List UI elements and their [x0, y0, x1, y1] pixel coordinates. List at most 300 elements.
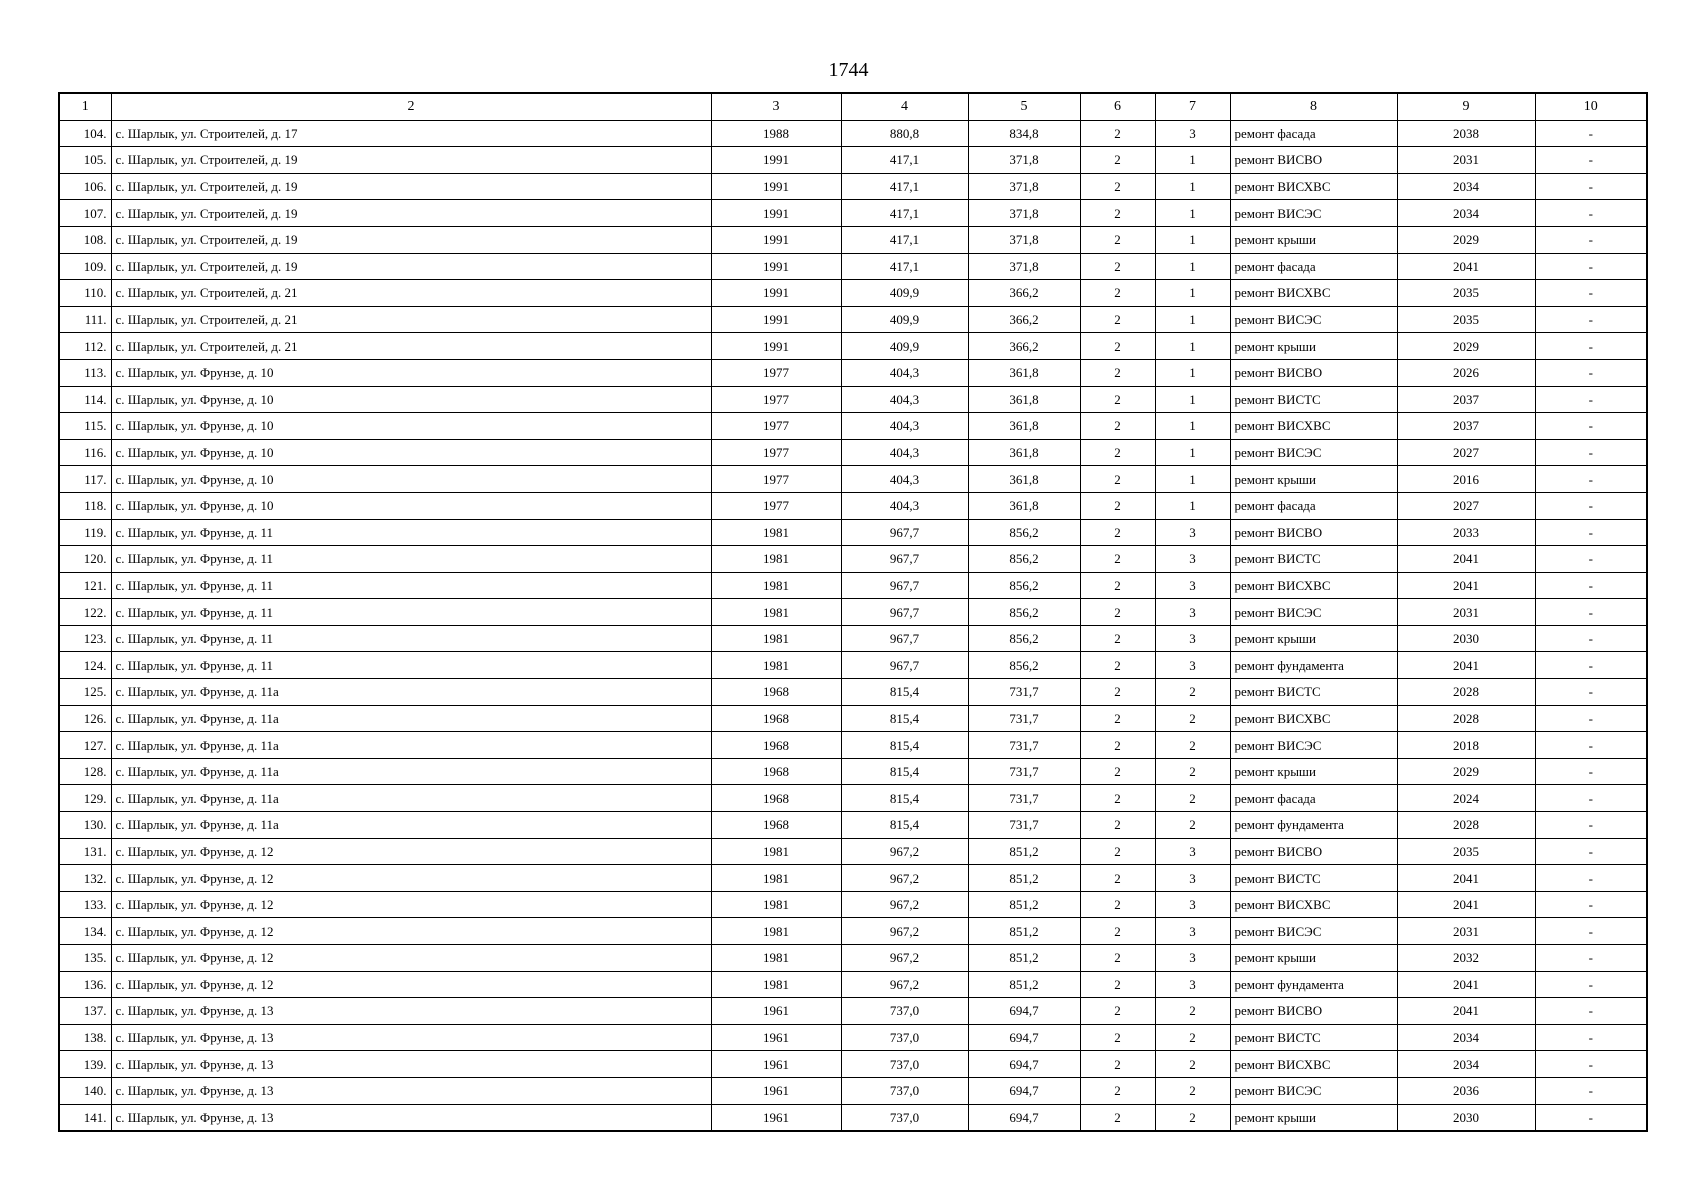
row-number-cell: 140.	[59, 1077, 111, 1104]
table-row	[59, 120, 1647, 147]
floors-cell: 2	[1080, 253, 1155, 280]
address-cell: с. Шарлык, ул. Фрунзе, д. 12	[111, 865, 711, 892]
floors-cell: 2	[1080, 173, 1155, 200]
living-area-cell: 851,2	[968, 838, 1080, 865]
entrances-cell: 2	[1155, 1077, 1230, 1104]
living-area-cell: 851,2	[968, 945, 1080, 972]
year-cell: 1991	[711, 200, 841, 227]
year-cell: 1981	[711, 971, 841, 998]
living-area-cell: 361,8	[968, 413, 1080, 440]
plan-year-cell: 2041	[1397, 652, 1535, 679]
work-type-cell: ремонт фасада	[1230, 120, 1397, 147]
table-row	[59, 466, 1647, 493]
address-cell: с. Шарлык, ул. Фрунзе, д. 13	[111, 1051, 711, 1078]
table-body	[59, 120, 1647, 1131]
year-cell: 1981	[711, 625, 841, 652]
living-area-cell: 851,2	[968, 918, 1080, 945]
living-area-cell: 856,2	[968, 519, 1080, 546]
address-cell: с. Шарлык, ул. Фрунзе, д. 11а	[111, 785, 711, 812]
living-area-cell: 731,7	[968, 812, 1080, 839]
year-cell: 1981	[711, 546, 841, 573]
work-type-cell: ремонт крыши	[1230, 1104, 1397, 1131]
entrances-cell: 3	[1155, 945, 1230, 972]
total-area-cell: 417,1	[841, 253, 968, 280]
work-type-cell: ремонт ВИСТС	[1230, 386, 1397, 413]
table-row	[59, 758, 1647, 785]
living-area-cell: 851,2	[968, 971, 1080, 998]
note-cell: -	[1535, 333, 1647, 360]
entrances-cell: 1	[1155, 492, 1230, 519]
table-row	[59, 998, 1647, 1025]
floors-cell: 2	[1080, 226, 1155, 253]
total-area-cell: 967,7	[841, 519, 968, 546]
entrances-cell: 2	[1155, 1024, 1230, 1051]
living-area-cell: 694,7	[968, 998, 1080, 1025]
total-area-cell: 967,2	[841, 918, 968, 945]
total-area-cell: 967,2	[841, 865, 968, 892]
floors-cell: 2	[1080, 971, 1155, 998]
row-number-cell: 109.	[59, 253, 111, 280]
plan-year-cell: 2037	[1397, 413, 1535, 440]
table-row	[59, 599, 1647, 626]
table-row	[59, 226, 1647, 253]
year-cell: 1981	[711, 945, 841, 972]
entrances-cell: 1	[1155, 333, 1230, 360]
year-cell: 1968	[711, 679, 841, 706]
note-cell: -	[1535, 439, 1647, 466]
work-type-cell: ремонт ВИСТС	[1230, 546, 1397, 573]
address-cell: с. Шарлык, ул. Фрунзе, д. 12	[111, 945, 711, 972]
note-cell: -	[1535, 173, 1647, 200]
living-area-cell: 856,2	[968, 652, 1080, 679]
note-cell: -	[1535, 918, 1647, 945]
total-area-cell: 409,9	[841, 280, 968, 307]
row-number-cell: 106.	[59, 173, 111, 200]
living-area-cell: 366,2	[968, 280, 1080, 307]
plan-year-cell: 2033	[1397, 519, 1535, 546]
year-cell: 1977	[711, 413, 841, 440]
work-type-cell: ремонт ВИСЭС	[1230, 306, 1397, 333]
row-number-cell: 131.	[59, 838, 111, 865]
living-area-cell: 851,2	[968, 865, 1080, 892]
floors-cell: 2	[1080, 679, 1155, 706]
floors-cell: 2	[1080, 306, 1155, 333]
entrances-cell: 1	[1155, 253, 1230, 280]
year-cell: 1991	[711, 173, 841, 200]
note-cell: -	[1535, 546, 1647, 573]
plan-year-cell: 2024	[1397, 785, 1535, 812]
floors-cell: 2	[1080, 998, 1155, 1025]
floors-cell: 2	[1080, 1077, 1155, 1104]
note-cell: -	[1535, 865, 1647, 892]
living-area-cell: 694,7	[968, 1051, 1080, 1078]
entrances-cell: 3	[1155, 652, 1230, 679]
work-type-cell: ремонт ВИСТС	[1230, 1024, 1397, 1051]
plan-year-cell: 2028	[1397, 705, 1535, 732]
address-cell: с. Шарлык, ул. Фрунзе, д. 11	[111, 572, 711, 599]
table-row	[59, 918, 1647, 945]
address-cell: с. Шарлык, ул. Фрунзе, д. 11а	[111, 732, 711, 759]
entrances-cell: 3	[1155, 519, 1230, 546]
work-type-cell: ремонт ВИСХВС	[1230, 280, 1397, 307]
year-cell: 1968	[711, 732, 841, 759]
column-header: 4	[841, 93, 968, 120]
plan-year-cell: 2030	[1397, 625, 1535, 652]
table-row	[59, 812, 1647, 839]
row-number-cell: 116.	[59, 439, 111, 466]
year-cell: 1991	[711, 253, 841, 280]
total-area-cell: 404,3	[841, 439, 968, 466]
total-area-cell: 417,1	[841, 147, 968, 174]
entrances-cell: 1	[1155, 173, 1230, 200]
note-cell: -	[1535, 705, 1647, 732]
plan-year-cell: 2029	[1397, 758, 1535, 785]
floors-cell: 2	[1080, 812, 1155, 839]
address-cell: с. Шарлык, ул. Фрунзе, д. 10	[111, 386, 711, 413]
total-area-cell: 815,4	[841, 679, 968, 706]
plan-year-cell: 2031	[1397, 599, 1535, 626]
total-area-cell: 815,4	[841, 812, 968, 839]
address-cell: с. Шарлык, ул. Фрунзе, д. 12	[111, 971, 711, 998]
entrances-cell: 2	[1155, 785, 1230, 812]
note-cell: -	[1535, 838, 1647, 865]
plan-year-cell: 2026	[1397, 359, 1535, 386]
plan-year-cell: 2028	[1397, 679, 1535, 706]
floors-cell: 2	[1080, 359, 1155, 386]
table-row	[59, 386, 1647, 413]
plan-year-cell: 2035	[1397, 280, 1535, 307]
work-type-cell: ремонт ВИСХВС	[1230, 891, 1397, 918]
column-header: 7	[1155, 93, 1230, 120]
work-type-cell: ремонт крыши	[1230, 945, 1397, 972]
table-row	[59, 679, 1647, 706]
entrances-cell: 3	[1155, 572, 1230, 599]
year-cell: 1981	[711, 838, 841, 865]
plan-year-cell: 2034	[1397, 1051, 1535, 1078]
column-header: 2	[111, 93, 711, 120]
address-cell: с. Шарлык, ул. Строителей, д. 19	[111, 253, 711, 280]
address-cell: с. Шарлык, ул. Фрунзе, д. 10	[111, 359, 711, 386]
floors-cell: 2	[1080, 705, 1155, 732]
total-area-cell: 737,0	[841, 1104, 968, 1131]
total-area-cell: 404,3	[841, 413, 968, 440]
plan-year-cell: 2038	[1397, 120, 1535, 147]
entrances-cell: 2	[1155, 679, 1230, 706]
entrances-cell: 3	[1155, 546, 1230, 573]
note-cell: -	[1535, 758, 1647, 785]
plan-year-cell: 2031	[1397, 147, 1535, 174]
row-number-cell: 127.	[59, 732, 111, 759]
entrances-cell: 3	[1155, 918, 1230, 945]
row-number-cell: 110.	[59, 280, 111, 307]
year-cell: 1981	[711, 519, 841, 546]
plan-year-cell: 2028	[1397, 812, 1535, 839]
address-cell: с. Шарлык, ул. Строителей, д. 19	[111, 226, 711, 253]
entrances-cell: 3	[1155, 625, 1230, 652]
row-number-cell: 133.	[59, 891, 111, 918]
floors-cell: 2	[1080, 732, 1155, 759]
entrances-cell: 2	[1155, 705, 1230, 732]
row-number-cell: 105.	[59, 147, 111, 174]
row-number-cell: 141.	[59, 1104, 111, 1131]
entrances-cell: 3	[1155, 120, 1230, 147]
year-cell: 1991	[711, 306, 841, 333]
living-area-cell: 851,2	[968, 891, 1080, 918]
entrances-cell: 2	[1155, 1051, 1230, 1078]
note-cell: -	[1535, 1104, 1647, 1131]
floors-cell: 2	[1080, 572, 1155, 599]
work-type-cell: ремонт фундамента	[1230, 652, 1397, 679]
row-number-cell: 128.	[59, 758, 111, 785]
table-row	[59, 333, 1647, 360]
row-number-cell: 111.	[59, 306, 111, 333]
total-area-cell: 404,3	[841, 492, 968, 519]
work-type-cell: ремонт ВИСВО	[1230, 998, 1397, 1025]
total-area-cell: 737,0	[841, 1077, 968, 1104]
entrances-cell: 2	[1155, 732, 1230, 759]
total-area-cell: 417,1	[841, 200, 968, 227]
entrances-cell: 1	[1155, 386, 1230, 413]
plan-year-cell: 2041	[1397, 865, 1535, 892]
table-row	[59, 1051, 1647, 1078]
table-row	[59, 359, 1647, 386]
table-row	[59, 1104, 1647, 1131]
row-number-cell: 114.	[59, 386, 111, 413]
total-area-cell: 967,2	[841, 971, 968, 998]
column-header: 6	[1080, 93, 1155, 120]
total-area-cell: 967,7	[841, 599, 968, 626]
living-area-cell: 371,8	[968, 147, 1080, 174]
living-area-cell: 366,2	[968, 333, 1080, 360]
note-cell: -	[1535, 147, 1647, 174]
plan-year-cell: 2018	[1397, 732, 1535, 759]
work-type-cell: ремонт крыши	[1230, 333, 1397, 360]
total-area-cell: 737,0	[841, 1024, 968, 1051]
year-cell: 1981	[711, 599, 841, 626]
year-cell: 1988	[711, 120, 841, 147]
year-cell: 1991	[711, 333, 841, 360]
note-cell: -	[1535, 679, 1647, 706]
note-cell: -	[1535, 359, 1647, 386]
address-cell: с. Шарлык, ул. Строителей, д. 17	[111, 120, 711, 147]
work-type-cell: ремонт ВИСХВС	[1230, 173, 1397, 200]
note-cell: -	[1535, 280, 1647, 307]
address-cell: с. Шарлык, ул. Фрунзе, д. 13	[111, 1024, 711, 1051]
note-cell: -	[1535, 386, 1647, 413]
work-type-cell: ремонт ВИСЭС	[1230, 918, 1397, 945]
table-row	[59, 705, 1647, 732]
total-area-cell: 409,9	[841, 333, 968, 360]
year-cell: 1981	[711, 572, 841, 599]
column-header: 3	[711, 93, 841, 120]
table-row	[59, 546, 1647, 573]
work-type-cell: ремонт ВИСТС	[1230, 679, 1397, 706]
address-cell: с. Шарлык, ул. Фрунзе, д. 12	[111, 891, 711, 918]
table-row	[59, 173, 1647, 200]
living-area-cell: 731,7	[968, 785, 1080, 812]
entrances-cell: 2	[1155, 1104, 1230, 1131]
note-cell: -	[1535, 599, 1647, 626]
work-type-cell: ремонт ВИСВО	[1230, 519, 1397, 546]
row-number-cell: 125.	[59, 679, 111, 706]
year-cell: 1968	[711, 758, 841, 785]
floors-cell: 2	[1080, 333, 1155, 360]
row-number-cell: 107.	[59, 200, 111, 227]
entrances-cell: 2	[1155, 998, 1230, 1025]
entrances-cell: 3	[1155, 971, 1230, 998]
year-cell: 1961	[711, 1077, 841, 1104]
living-area-cell: 361,8	[968, 359, 1080, 386]
total-area-cell: 967,2	[841, 838, 968, 865]
floors-cell: 2	[1080, 280, 1155, 307]
work-type-cell: ремонт фасада	[1230, 253, 1397, 280]
table-row	[59, 413, 1647, 440]
table-header-row	[59, 93, 1647, 120]
row-number-cell: 123.	[59, 625, 111, 652]
living-area-cell: 731,7	[968, 705, 1080, 732]
column-header: 8	[1230, 93, 1397, 120]
floors-cell: 2	[1080, 945, 1155, 972]
living-area-cell: 731,7	[968, 732, 1080, 759]
floors-cell: 2	[1080, 466, 1155, 493]
table-row	[59, 865, 1647, 892]
floors-cell: 2	[1080, 147, 1155, 174]
total-area-cell: 417,1	[841, 173, 968, 200]
row-number-cell: 130.	[59, 812, 111, 839]
floors-cell: 2	[1080, 652, 1155, 679]
total-area-cell: 404,3	[841, 359, 968, 386]
note-cell: -	[1535, 120, 1647, 147]
note-cell: -	[1535, 1051, 1647, 1078]
table-row	[59, 253, 1647, 280]
work-type-cell: ремонт ВИСХВС	[1230, 572, 1397, 599]
row-number-cell: 108.	[59, 226, 111, 253]
floors-cell: 2	[1080, 413, 1155, 440]
entrances-cell: 1	[1155, 466, 1230, 493]
address-cell: с. Шарлык, ул. Фрунзе, д. 11	[111, 546, 711, 573]
row-number-cell: 118.	[59, 492, 111, 519]
note-cell: -	[1535, 253, 1647, 280]
work-type-cell: ремонт фасада	[1230, 492, 1397, 519]
plan-year-cell: 2041	[1397, 546, 1535, 573]
plan-year-cell: 2029	[1397, 333, 1535, 360]
living-area-cell: 834,8	[968, 120, 1080, 147]
note-cell: -	[1535, 732, 1647, 759]
floors-cell: 2	[1080, 492, 1155, 519]
work-type-cell: ремонт ВИСХВС	[1230, 1051, 1397, 1078]
row-number-cell: 115.	[59, 413, 111, 440]
repair-schedule-table	[58, 92, 1648, 1132]
year-cell: 1968	[711, 812, 841, 839]
living-area-cell: 856,2	[968, 546, 1080, 573]
table-row	[59, 945, 1647, 972]
plan-year-cell: 2034	[1397, 1024, 1535, 1051]
total-area-cell: 815,4	[841, 732, 968, 759]
table-row	[59, 785, 1647, 812]
row-number-cell: 119.	[59, 519, 111, 546]
row-number-cell: 120.	[59, 546, 111, 573]
address-cell: с. Шарлык, ул. Фрунзе, д. 11	[111, 625, 711, 652]
entrances-cell: 1	[1155, 200, 1230, 227]
row-number-cell: 139.	[59, 1051, 111, 1078]
year-cell: 1961	[711, 1051, 841, 1078]
year-cell: 1961	[711, 1024, 841, 1051]
living-area-cell: 371,8	[968, 226, 1080, 253]
year-cell: 1968	[711, 705, 841, 732]
floors-cell: 2	[1080, 625, 1155, 652]
entrances-cell: 1	[1155, 439, 1230, 466]
work-type-cell: ремонт ВИСТС	[1230, 865, 1397, 892]
total-area-cell: 409,9	[841, 306, 968, 333]
total-area-cell: 737,0	[841, 998, 968, 1025]
entrances-cell: 1	[1155, 280, 1230, 307]
row-number-cell: 137.	[59, 998, 111, 1025]
note-cell: -	[1535, 200, 1647, 227]
work-type-cell: ремонт ВИСВО	[1230, 838, 1397, 865]
floors-cell: 2	[1080, 120, 1155, 147]
row-number-cell: 135.	[59, 945, 111, 972]
row-number-cell: 112.	[59, 333, 111, 360]
work-type-cell: ремонт ВИСХВС	[1230, 413, 1397, 440]
floors-cell: 2	[1080, 1024, 1155, 1051]
floors-cell: 2	[1080, 200, 1155, 227]
address-cell: с. Шарлык, ул. Фрунзе, д. 13	[111, 1077, 711, 1104]
row-number-cell: 122.	[59, 599, 111, 626]
work-type-cell: ремонт ВИСЭС	[1230, 599, 1397, 626]
year-cell: 1991	[711, 147, 841, 174]
note-cell: -	[1535, 1024, 1647, 1051]
address-cell: с. Шарлык, ул. Фрунзе, д. 10	[111, 413, 711, 440]
year-cell: 1977	[711, 466, 841, 493]
total-area-cell: 404,3	[841, 466, 968, 493]
entrances-cell: 2	[1155, 812, 1230, 839]
floors-cell: 2	[1080, 838, 1155, 865]
total-area-cell: 737,0	[841, 1051, 968, 1078]
living-area-cell: 371,8	[968, 173, 1080, 200]
note-cell: -	[1535, 652, 1647, 679]
total-area-cell: 880,8	[841, 120, 968, 147]
work-type-cell: ремонт ВИСВО	[1230, 147, 1397, 174]
year-cell: 1977	[711, 439, 841, 466]
note-cell: -	[1535, 306, 1647, 333]
row-number-cell: 138.	[59, 1024, 111, 1051]
total-area-cell: 417,1	[841, 226, 968, 253]
plan-year-cell: 2030	[1397, 1104, 1535, 1131]
plan-year-cell: 2041	[1397, 971, 1535, 998]
table-row	[59, 652, 1647, 679]
column-header: 1	[59, 93, 111, 120]
note-cell: -	[1535, 413, 1647, 440]
plan-year-cell: 2041	[1397, 253, 1535, 280]
entrances-cell: 1	[1155, 359, 1230, 386]
floors-cell: 2	[1080, 758, 1155, 785]
row-number-cell: 134.	[59, 918, 111, 945]
column-header: 10	[1535, 93, 1647, 120]
address-cell: с. Шарлык, ул. Фрунзе, д. 11	[111, 599, 711, 626]
living-area-cell: 856,2	[968, 599, 1080, 626]
year-cell: 1981	[711, 652, 841, 679]
floors-cell: 2	[1080, 1104, 1155, 1131]
year-cell: 1977	[711, 359, 841, 386]
row-number-cell: 136.	[59, 971, 111, 998]
work-type-cell: ремонт крыши	[1230, 466, 1397, 493]
address-cell: с. Шарлык, ул. Фрунзе, д. 10	[111, 466, 711, 493]
note-cell: -	[1535, 466, 1647, 493]
table-row	[59, 1024, 1647, 1051]
address-cell: с. Шарлык, ул. Фрунзе, д. 12	[111, 838, 711, 865]
year-cell: 1981	[711, 918, 841, 945]
living-area-cell: 694,7	[968, 1077, 1080, 1104]
